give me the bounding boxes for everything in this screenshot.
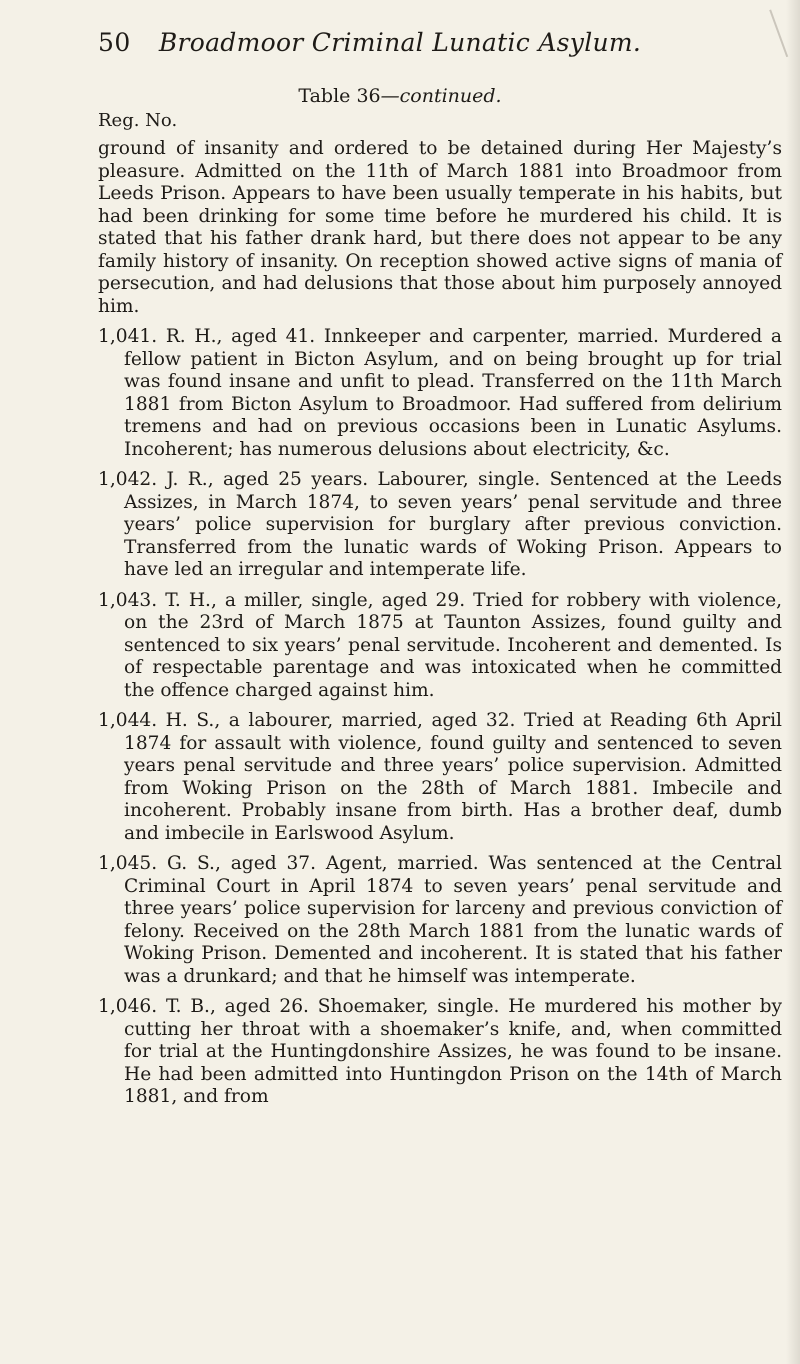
reg-number: 1,046.	[98, 996, 158, 1017]
reg-number: 1,044.	[98, 710, 158, 731]
reg-number: 1,043.	[98, 589, 158, 611]
table-title-label: Table 36	[298, 85, 381, 107]
table-title	[0, 85, 800, 107]
reg-no-label: Reg. No.	[98, 110, 178, 131]
continuation-paragraph: ground of insanity and ordered to be detained during Her Majesty’s pleasure. Admitted on the 11th of March 1881 into Broadmoor from Leeds Prison. Appears to have been usually temperate in his habits, but had been drinking for some time before he murdered his child. It is stated that his father drank hard, but there does not appear to be any family history of insanity. On reception showed active signs of mania of persecution, and had delusions that those about him purposely annoyed him.	[98, 138, 782, 317]
page-number: 50	[98, 28, 131, 57]
case-entry-1041	[98, 326, 782, 461]
document-body	[98, 138, 782, 1109]
case-text: T. H., a miller, single, aged 29. Tried for robbery with violence, on the 23rd of March 1875 at Taunton Assizes, found guilty and sentenced to six years’ penal servitude. Incoherent and demented. Is of respectable parentage and was intoxicated when he committed the offence charged against him.	[124, 589, 782, 701]
case-text: G. S., aged 37. Agent, married. Was sentenced at the Central Criminal Court in April 1874 to seven years’ penal servitude and three years’ police supervision for larceny and previous conviction of felony. Received on the 28th March 1881 from the lunatic wards of Woking Prison. Demented and incoherent. It is stated that his father was a drunkard; and that he himself was intemperate.	[124, 853, 782, 987]
scan-page-edge	[786, 0, 800, 1364]
case-entry-1045	[98, 853, 782, 988]
case-entry-1042	[98, 469, 782, 582]
reg-number: 1,042.	[98, 469, 158, 490]
page-header	[0, 28, 800, 68]
case-text: H. S., a labourer, married, aged 32. Tried at Reading 6th April 1874 for assault with violence, found guilty and sentenced to seven years penal servitude and three years’ police supervision. Admitted from Woking Prison on the 28th of March 1881. Imbecile and incoherent. Probably insane from birth. Has a brother deaf, dumb and imbecile in Earlswood Asylum.	[124, 710, 782, 844]
case-entry-1043	[98, 590, 782, 703]
reg-number: 1,045.	[98, 853, 158, 874]
case-text: J. R., aged 25 years. Labourer, single. Sentenced at the Leeds Assizes, in March 1874, to seven years’ penal servitude and three years’ police supervision for burglary after previous conviction. Transferred from the lunatic wards of Woking Prison. Appears to have led an irregular and intemperate life.	[124, 469, 782, 580]
table-title-continued: —continued.	[380, 85, 502, 107]
reg-number: 1,041.	[98, 326, 158, 347]
case-text: R. H., aged 41. Innkeeper and carpenter, married. Murdered a fellow patient in Bicton Asylum, and on being brought up for trial was found insane and unfit to plead. Transferred on the 11th March 1881 from Bicton Asylum to Broadmoor. Had suffered from delirium tremens and had on previous occasions been in Lunatic Asylums. Incoherent; has numerous delusions about electricity, &c.	[124, 326, 782, 460]
case-text: T. B., aged 26. Shoemaker, single. He murdered his mother by cutting her throat with a shoemaker’s knife, and, when committed for trial at the Huntingdonshire Assizes, he was found to be insane. He had been admitted into Huntingdon Prison on the 14th of March 1881, and from	[124, 996, 782, 1107]
running-title: Broadmoor Criminal Lunatic Asylum.	[158, 28, 642, 57]
case-entry-1046	[98, 996, 782, 1109]
case-entry-1044	[98, 710, 782, 845]
